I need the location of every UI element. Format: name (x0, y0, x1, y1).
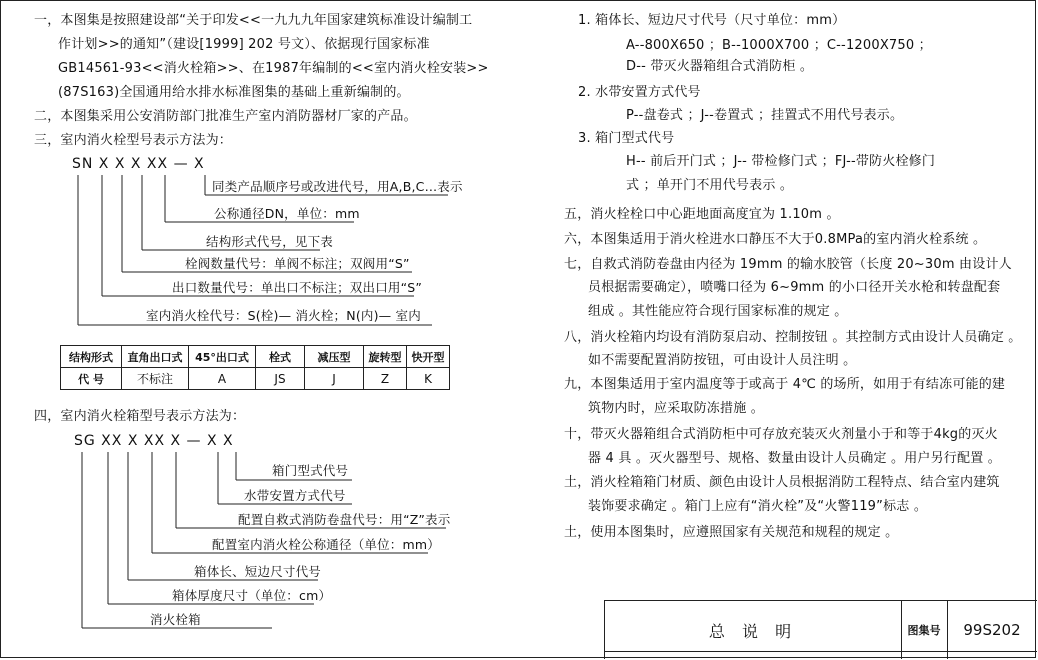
table-cell: A (189, 368, 256, 390)
d2-label-6: 箱体厚度尺寸（单位：cm） (172, 588, 332, 603)
table-cell: 45°出口式 (189, 346, 256, 368)
item-4: 四，室内消火栓箱型号表示方法为： (34, 409, 246, 424)
item-7-line-2: 员根据需要确定），喷嘴口径为 6~9mm 的小口径开关水枪和转盘配套 (588, 280, 1001, 295)
item-12: 土，使用本图集时，应遵照国家有关规范和规程的规定 。 (564, 525, 899, 540)
item-5: 五，消火栓栓口中心距地面高度宜为 1.10m 。 (564, 207, 840, 222)
d1-label-4: 栓阀数量代号：单阀不标注；双阀用“S” (185, 256, 410, 271)
atlas-number: 99S202 (963, 621, 1021, 639)
table-cell: Z (364, 368, 407, 390)
table-cell: JS (256, 368, 305, 390)
note-1-line-2: A--800X650 ；B--1000X700 ；C--1200X750 ； (626, 38, 932, 53)
cabinet-model-code: SG XX X XX X — X X (74, 433, 234, 449)
item-7-line-1: 七，自救式消防卷盘由内径为 19mm 的输水胶管（长度 20~30m 由设计人 (564, 257, 1012, 272)
note-1-line-3: D-- 带灭火器箱组合式消防柜 。 (626, 59, 814, 74)
title-block-label: 图集号 (907, 624, 941, 637)
hydrant-model-code: SN X X X XX — X (72, 156, 205, 172)
item-2: 二，本图集采用公安消防部门批准生产室内消防器材厂家的产品。 (34, 109, 417, 124)
item-11-line-1: 土，消火栓箱箱门材质、颜色由设计人员根据消防工程特点、结合室内建筑 (564, 475, 1000, 490)
table-cell: J (305, 368, 364, 390)
table-cell: 直角出口式 (122, 346, 189, 368)
d2-label-5: 箱体长、短边尺寸代号 (194, 564, 322, 579)
d2-label-4: 配置室内消火栓公称通径（单位：mm） (212, 537, 440, 552)
item-8-line-1: 八，消火栓箱内均设有消防泵启动、控制按钮 。其控制方式由设计人员确定 。 (564, 330, 1022, 345)
table-cell: 结构形式 (61, 346, 122, 368)
table-cell: 栓式 (256, 346, 305, 368)
item-1-line-2: 作计划>>的通知”（建设[1999] 202 号文）、依据现行国家标准 (58, 37, 430, 52)
d1-label-6: 室内消火栓代号：S(栓)— 消火栓；N(内)— 室内 (146, 308, 421, 323)
item-1-line-3: GB14561-93<<消火栓箱>>、在1987年编制的<<室内消火栓安装>> (58, 61, 489, 76)
item-3: 三，室内消火栓型号表示方法为： (34, 133, 233, 148)
d1-label-3: 结构形式代号，见下表 (206, 234, 334, 249)
table-cell: 快开型 (407, 346, 450, 368)
item-9-line-2: 筑物内时，应采取防冻措施 。 (588, 401, 764, 416)
item-1-line-4: (87S163)全国通用给水排水标准图集的基础上重新编制的。 (58, 85, 410, 100)
table-header-row (61, 346, 450, 368)
table-cell: K (407, 368, 450, 390)
title-block-title: 总 说 明 (708, 621, 798, 641)
table-cell: 不标注 (122, 368, 189, 390)
note-2-line-2: P--盘卷式 ；J--卷置式 ；挂置式不用代号表示。 (626, 108, 904, 123)
d1-label-2: 公称通径DN，单位：mm (214, 206, 360, 221)
item-6: 六，本图集适用于消火栓进水口静压不大于0.8MPa的室内消火栓系统 。 (564, 232, 987, 247)
item-10-line-2: 器 4 具 。灭火器型号、规格、数量由设计人员确定 。用户另行配置 。 (588, 451, 1001, 466)
table-cell: 减压型 (305, 346, 364, 368)
d1-label-5: 出口数量代号：单出口不标注；双出口用“S” (172, 280, 423, 295)
title-block (604, 600, 1037, 659)
item-7-line-3: 组成 。其性能应符合现行国家标准的规定 。 (588, 304, 848, 319)
note-3-line-3: 式 ；单开门不用代号表示 。 (626, 178, 794, 193)
item-10-line-1: 十，带灭火器箱组合式消防柜中可存放充装灭火剂量小于和等于4kg的灭火 (564, 427, 998, 442)
item-1-line-1: 一，本图集是按照建设部“关于印发<<一九九九年国家建筑标准设计编制工 (34, 13, 473, 28)
item-8-line-2: 如不需要配置消防按钮，可由设计人员注明 。 (588, 353, 857, 368)
table-row (61, 368, 450, 390)
d2-label-1: 箱门型式代号 (272, 463, 349, 478)
note-2-line-1: 2. 水带安置方式代号 (578, 85, 701, 100)
d2-label-2: 水带安置方式代号 (244, 488, 346, 503)
d2-label-7: 消火栓箱 (150, 612, 201, 627)
note-3-line-1: 3. 箱门型式代号 (578, 131, 675, 146)
title-block-bottom-rule (605, 651, 1037, 660)
table-cell: 代 号 (61, 368, 122, 390)
structure-code-table (60, 345, 450, 390)
table-cell: 旋转型 (364, 346, 407, 368)
item-9-line-1: 九，本图集适用于室内温度等于或高于 4℃ 的场所，如用于有结冻可能的建 (564, 377, 1006, 392)
d2-label-3: 配置自救式消防卷盘代号：用“Z”表示 (238, 512, 451, 527)
note-1-line-1: 1. 箱体长、短边尺寸代号（尺寸单位：mm） (578, 13, 846, 28)
d1-label-1: 同类产品顺序号或改进代号，用A,B,C…表示 (212, 179, 463, 194)
note-3-line-2: H-- 前后开门式 ；J-- 带检修门式 ；FJ--带防火栓修门 (626, 154, 936, 169)
item-11-line-2: 装饰要求确定 。箱门上应有“消火栓”及“火警119”标志 。 (588, 499, 928, 514)
